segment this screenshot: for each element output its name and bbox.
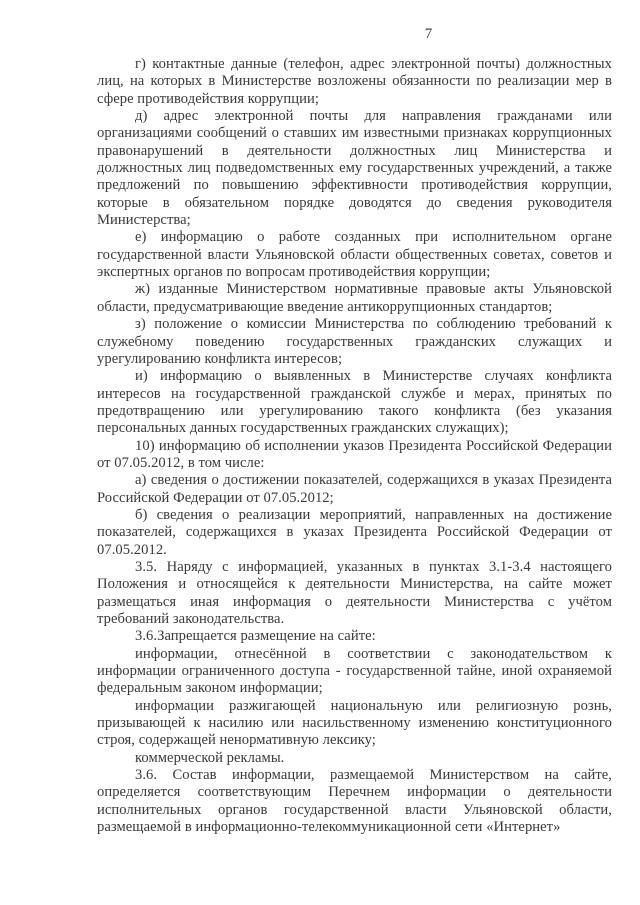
page-number: 7 xyxy=(424,26,433,42)
paragraph-measures-implementation: б) сведения о реализации мероприятий, направленных на достижение показателей, содержащихся в указах Президента Российской Федерации от 07.05.2012. xyxy=(97,506,612,558)
paragraph-commission-regulation: з) положение о комиссии Министерства по соблюдению требований к служебному поведению государственных гражданских служащих и урегулированию конфликта интересов; xyxy=(97,316,612,367)
paragraph-3-6-composition: 3.6. Состав информации, размещаемой Министерством на сайте, определяется соответствующим Перечнем информации о деятельности исполнительных органов государственной власти Ульяновской области, размещаемой в информационно-телекоммуникационной сети «Интернет» xyxy=(97,767,612,836)
paragraph-contacts: г) контактные данные (телефон, адрес электронной почты) должностных лиц, на которых в Министерстве возложены обязанности по реализации мер в сфере противодействия коррупции; xyxy=(97,56,612,107)
paragraph-email-address: д) адрес электронной почты для направления гражданами или организациями сообщений о ставших им известными признаках коррупционных правонарушений в деятельности должностных лиц Министерства и должностных лиц подведомственных ему государственных учреждений, а также предложений по повышению эффективности противодействия коррупции, которые в обязательном порядке доводятся до сведения руководителя Министерства; xyxy=(97,108,612,229)
paragraph-3-5: 3.5. Наряду с информацией, указанных в пунктах 3.1-3.4 настоящего Положения и относящейся к деятельности Министерства, на сайте может размещаться иная информация о деятельности Министерства с учётом требований законодательства. xyxy=(97,558,612,627)
paragraph-indicators-achievement: а) сведения о достижении показателей, содержащихся в указах Президента Российской Федерации от 07.05.2012; xyxy=(97,472,612,506)
paragraph-3-6-prohibited: 3.6.Запрещается размещение на сайте: xyxy=(135,628,376,645)
paragraph-decrees-execution: 10) информацию об исполнении указов Президента Российской Федерации от 07.05.2012, в том числе: xyxy=(97,437,612,471)
paragraph-hate-content: информации разжигающей национальную или религиозную рознь, призывающей к насилию или насильственному изменению конституционного строя, содержащей ненормативную лексику; xyxy=(97,697,612,749)
paragraph-commercial-ads: коммерческой рекламы. xyxy=(135,749,285,766)
document-body xyxy=(97,56,612,836)
paragraph-restricted-info: информации, отнесённой в соответствии с законодательством к информации ограниченного доступа - государственной тайне, иной охраняемой федеральным законом информации; xyxy=(97,645,612,697)
paragraph-conflict-cases: и) информацию о выявленных в Министерстве случаях конфликта интересов на государственной гражданской службе и мерах, принятых по предотвращению или урегулированию такого конфликта (без указания персональных данных государственных гражданских служащих); xyxy=(97,368,612,437)
paragraph-councils-info: е) информацию о работе созданных при исполнительном органе государственной власти Ульяновской области общественных советах, советов и экспертных органов по вопросам противодействия коррупции; xyxy=(97,229,612,281)
paragraph-legal-acts: ж) изданные Министерством нормативные правовые акты Ульяновской области, предусматривающие введение антикоррупционных стандартов; xyxy=(97,281,612,315)
